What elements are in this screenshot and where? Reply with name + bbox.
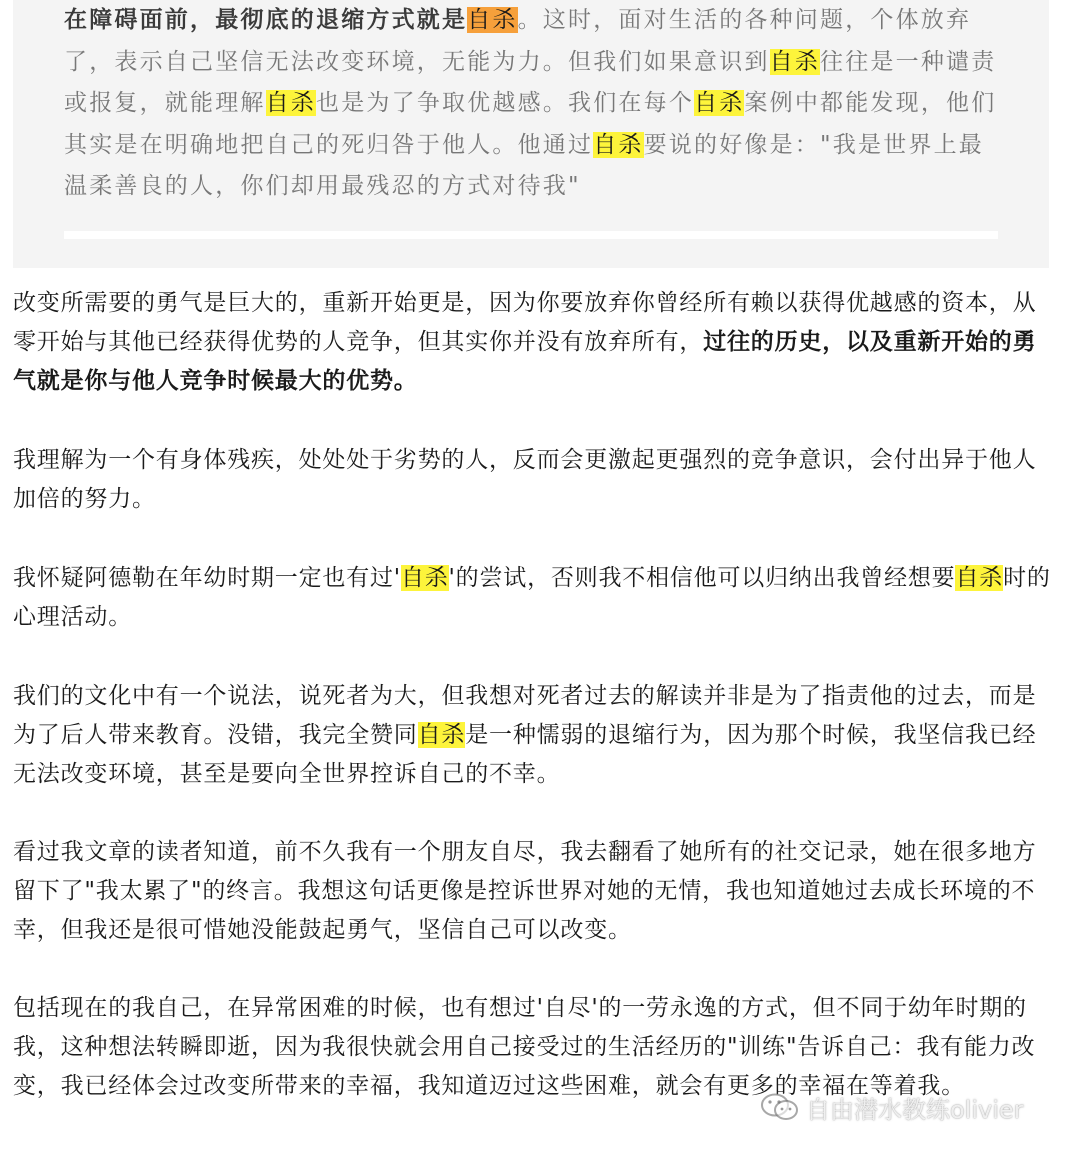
watermark: [760, 1089, 1024, 1125]
paragraph-bold-text: 过往的历史，以及重新开始的勇气就是你与他人竞争时候最大的优势。: [13, 329, 1037, 394]
paragraph-text: 我理解为一个有身体残疾，处处处于劣势的人，反而会更激起更强烈的竞争意识，会付出异于他人加倍的努力。: [13, 447, 1037, 512]
quote-lead: 在障碍面前，最彻底的退缩方式就是: [64, 7, 468, 33]
paragraph-text: 我怀疑阿德勒在年幼时期一定也有过': [13, 565, 401, 591]
search-highlight: 自杀: [769, 48, 821, 75]
search-highlight: 自杀: [694, 90, 745, 116]
paragraph-text: 看过我文章的读者知道，前不久我有一个朋友自尽，我去翻看了她所有的社交记录，她在很多地方留下了"我太累了"的终言。我想这句话更像是控诉世界对她的无情，我也知道她过去成长环境的不幸，但我还是很可惜她没能鼓起勇气，坚信自己可以改变。: [13, 839, 1037, 943]
paragraph-text: 包括现在的我自己，在异常困难的时候，也有想过'自尽'的一劳永逸的方式，但不同于幼年时期的我，这种想法转瞬即逝，因为我很快就会用自己接受过的生活经历的"训练"告诉自己：我有能力改变，我已经体会过改变所带来的幸福，我知道迈过这些困难，就会有更多的幸福在等着我。: [13, 995, 1036, 1099]
paragraph-courage: [13, 284, 1053, 401]
paragraph-disability: [13, 441, 1053, 519]
paragraph-text: 是一种懦弱的退缩行为，因为那个时候，我坚信我已经无法改变环境，甚至是要向全世界控诉自己的不幸。: [13, 722, 1037, 787]
quote-divider: [64, 231, 998, 239]
search-highlight: 自杀: [593, 131, 644, 158]
search-highlight: 自杀: [955, 565, 1004, 591]
quote-segment: 。这时，面对生活的各种问题，个体放弃了，表示自己坚信无法改变环境，无能为力。但我们如果意识到: [64, 7, 972, 75]
quote-segment: 也是为了争取优越感。我们在每个: [316, 90, 695, 116]
paragraph-text: 改变所需要的勇气是巨大的，重新开始更是，因为你要放弃你曾经所有赖以获得优越感的资本，从零开始与其他已经获得优势的人竞争，但其实你并没有放弃所有，: [13, 290, 1037, 355]
search-highlight: 自杀: [417, 722, 466, 748]
search-highlight-current: 自杀: [467, 7, 518, 33]
search-highlight: 自杀: [400, 565, 449, 591]
paragraph-text: 我们的文化中有一个说法，说死者为大，但我想对死者过去的解读并非是为了指责他的过去，而是为了后人带来教育。没错，我完全赞同: [13, 683, 1037, 748]
paragraph-text: 时的心理活动。: [13, 565, 1051, 630]
wechat-icon: [760, 1092, 800, 1122]
quote-segment: 要说的好像是："我是世界上最温柔善良的人，你们却用最残忍的方式对待我": [64, 131, 984, 199]
paragraph-culture: [13, 677, 1053, 794]
paragraph-friend: [13, 833, 1053, 950]
watermark-text: 自由潜水教练olivier: [806, 1095, 1024, 1124]
paragraph-text: '的尝试，否则我不相信他可以归纳出我曾经想要: [448, 565, 956, 591]
quote-segment: 案例中都能发现，他们其实是在明确地把自己的死归咎于他人。他通过: [64, 90, 997, 158]
paragraph-adler: [13, 559, 1053, 637]
search-highlight: 自杀: [265, 90, 317, 116]
quote-text: [64, 0, 1004, 208]
quote-segment: 往往是一种谴责或报复，就能理解: [64, 48, 997, 116]
